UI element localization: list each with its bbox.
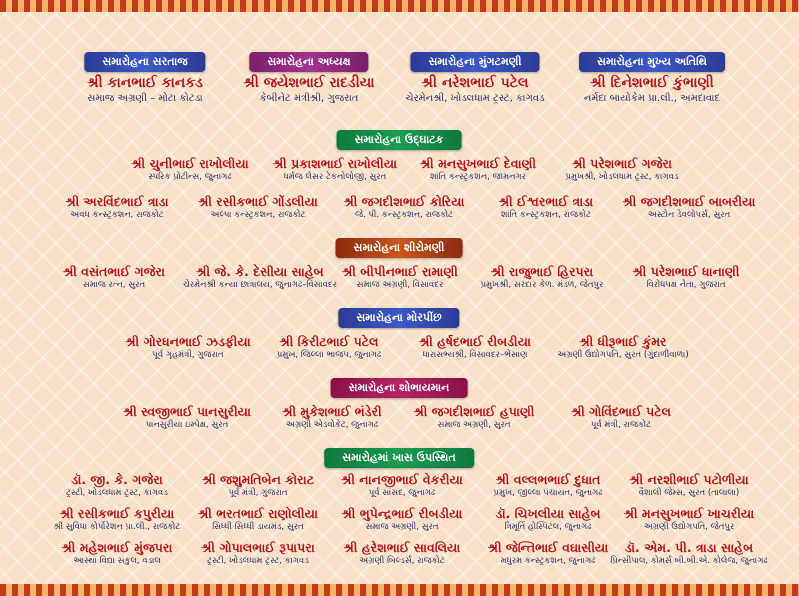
honoree-name: શ્રી રસીકભાઈ ગોંડલીયા xyxy=(198,194,318,209)
banner-khas-upasthit: સમારોહમાં ખાસ ઉપસ્થિત xyxy=(324,448,474,468)
honoree xyxy=(584,74,720,106)
honoree xyxy=(125,334,250,361)
honoree-name: શ્રી જગદીશભાઈ કોરિયા xyxy=(343,194,465,209)
honoree xyxy=(54,506,181,533)
honoree xyxy=(488,540,608,567)
honoree-name: શ્રી કિરીટભાઈ પટેલ xyxy=(279,334,379,349)
honoree xyxy=(495,506,600,533)
honoree-detail: પૂર્વ ગૃહમંત્રી, ગુજરાત xyxy=(152,350,224,360)
honoree xyxy=(202,472,314,499)
banner-mukhya-atithi: સમારોહના મુખ્ય અતિથિ xyxy=(579,52,725,72)
honoree-name: શ્રી ગોરધનભાઈ ઝડફીયા xyxy=(125,334,251,349)
honoree xyxy=(183,264,337,291)
top-decorative-border xyxy=(0,0,799,12)
honoree-detail: પ્રમુખશ્રી, સરદાર કેળ. મંડળ, જેતપુર xyxy=(480,280,604,290)
honoree-name: શ્રી હરેશભાઈ સાવલિયા xyxy=(343,540,461,555)
honoree xyxy=(406,74,545,106)
honoree-detail: શાંતિ કન્સ્ટ્રકશન, રાજકોટ xyxy=(500,210,592,220)
honoree xyxy=(66,472,168,499)
honoree-detail: અગ્રણી ઉદ્યોગપતિ, સુરત (ગુંદાળીવાળા) xyxy=(557,350,689,360)
honoree-detail: સમાજ અગ્રણી, સુરત xyxy=(437,420,511,430)
honoree xyxy=(198,194,318,221)
honoree-detail: મધુરમ કન્સ્ટ્રકશન, જુનાગઢ xyxy=(500,556,596,566)
banner-morpinchh: સમારોહના મોરપીંછ xyxy=(338,308,459,328)
honoree-detail: સમાજ અગ્રણી, વિસાવદર xyxy=(356,280,444,290)
honoree-detail: વૈશાલી જેમ્સ, સુરત (તાલાલા) xyxy=(638,488,740,498)
honoree-name: શ્રી પરેશભાઈ ધાનાણી xyxy=(632,264,740,279)
honoree-name: શ્રી ગોપાલભાઈ રૂપાપરા xyxy=(201,540,315,555)
honoree-detail: સમાજ અગ્રણી, સુરત xyxy=(365,522,439,532)
honoree-name: શ્રી જે. કે. દેસીયા સાહેબ xyxy=(196,264,324,279)
honoree-name: શ્રી ઈશ્વરભાઈ ત્રાડા xyxy=(498,194,594,209)
honoree-detail: અસ્ટોન ડેવલોપર્સ, સુરત xyxy=(647,210,731,220)
honoree-name: શ્રી મુકેશભાઈ ભંડેરી xyxy=(282,404,382,419)
honoree xyxy=(131,156,248,183)
honoree-detail: ચેરમેનશ્રી, ખોડલધામ ટ્રસ્ટ, કાગવડ xyxy=(405,93,545,104)
honoree xyxy=(571,404,671,431)
honoree-name: શ્રી જશુમતિબેન કોરાટ xyxy=(202,472,314,487)
honoree-name: શ્રી વસંતભાઈ ગજેરા xyxy=(63,264,165,279)
honoree xyxy=(494,472,603,499)
honoree xyxy=(342,264,458,291)
honoree-detail: ટ્રસ્ટી, ખોડલધામ ટ્રસ્ટ, કાગવડ xyxy=(207,556,309,566)
honoree-name: શ્રી જયેશભાઈ રાદડીયા xyxy=(243,75,375,91)
honoree-detail: ચેરમેનશ્રી કન્યા છાત્રાલય, જુનાગઢ–વિસાવદર xyxy=(182,280,338,290)
honoree xyxy=(341,472,463,499)
honoree-name: શ્રી હર્ષદભાઈ રીબડીયા xyxy=(419,334,531,349)
honoree xyxy=(629,472,748,499)
honoree-name: શ્રી નરશીભાઈ પટોળીયા xyxy=(629,472,749,487)
honoree-name: શ્રી ભુપેન્દ્રભાઈ રીબડીયા xyxy=(341,506,463,521)
honoree-name: શ્રી વલ્લભભાઈ દુધાત xyxy=(495,472,601,487)
honoree xyxy=(65,194,168,221)
honoree-name: શ્રી ભરતભાઈ રાણોલીયા xyxy=(198,506,318,521)
honoree xyxy=(414,404,535,431)
honoree-detail: અગ્રણી બિલ્ડર્સ, રાજકોટ xyxy=(359,556,445,566)
honoree-detail: કેબીનેટ મંત્રીશ્રી, ગુજરાત xyxy=(259,93,359,104)
banner-sartaj: સમારોહના સરતાજ xyxy=(84,52,205,72)
honoree xyxy=(481,264,604,291)
honoree-detail: સમાજ અગ્રણી – મોટા કોટડા xyxy=(87,93,203,104)
honoree xyxy=(282,404,381,431)
honoree-detail: શાંતિ કન્સ્ટ્રકશન, જામનગર xyxy=(429,172,527,182)
honoree xyxy=(565,156,678,183)
honoree-detail: ટ્રસ્ટી, ખોડલધામ ટ્રસ્ટ, કાગવડ xyxy=(66,488,168,498)
honoree xyxy=(557,334,688,361)
honoree-detail: પ્રમુખ, જીલ્લા પંચાયત, જુનાગઢ xyxy=(493,488,603,498)
honoree-name: શ્રી નરેશભાઈ પટેલ xyxy=(421,75,529,91)
honoree-name: શ્રી અરવિંદભાઈ ત્રાડા xyxy=(65,194,169,209)
honoree-name: શ્રી રાજુભાઈ હિરપરા xyxy=(490,264,594,279)
honoree xyxy=(419,334,531,361)
honoree-name: શ્રી કાનભાઈ કાનકડ xyxy=(87,75,203,91)
honoree-name: શ્રી મહેશભાઈ મુંજપરા xyxy=(61,540,173,555)
honoree-name: શ્રી ગોવિંદભાઈ પટેલ xyxy=(571,404,671,419)
honoree-detail: શ્રી સુવિધા કોર્પોરેશન પ્રા.લી., રાજકોટ xyxy=(53,522,181,532)
honoree-detail: આસ્થા વિદ્યા સંકુલ, વડાલ xyxy=(73,556,161,566)
honoree xyxy=(420,156,536,183)
honoree-detail: પ્રમુખશ્રી, ખોડલધામ ટ્રસ્ટ, કાગવડ xyxy=(565,172,679,182)
honoree-detail: પ્રમુખ, જિલ્લા ભાજપ, જુનાગઢ xyxy=(276,350,382,360)
honoree xyxy=(623,194,756,221)
honoree xyxy=(277,334,381,361)
honoree-detail: જે. પી. કન્સ્ટ્રકશન, રાજકોટ xyxy=(354,210,454,220)
honoree-detail: પૂર્વ મંત્રી, ગુજરાત xyxy=(228,488,288,498)
honoree-name: શ્રી પ્રકાશભાઈ રાખોલીયા xyxy=(272,156,398,171)
honoree-detail: સ્પરિક પ્રોટીન્સ, જુનાગઢ xyxy=(148,172,232,182)
honoree xyxy=(198,506,318,533)
honoree-detail: વિરોધપક્ષ નેતા, ગુજરાત xyxy=(646,280,726,290)
honoree-name: શ્રી બીપીનભાઈ રામાણી xyxy=(342,264,458,279)
bottom-decorative-border xyxy=(0,584,799,596)
honoree xyxy=(201,540,315,567)
honoree-detail: અલ્પા કન્સ્ટ્રકશન, રાજકોટ xyxy=(210,210,306,220)
honoree xyxy=(344,194,465,221)
honoree-detail: પૂર્વ મંત્રી, રાજકોટ xyxy=(590,420,652,430)
honoree-name: ડૉ. ચિખલીયા સાહેબ xyxy=(495,506,601,521)
honoree-detail: પ્રિન્સીપાલ, કોમર્સ બી.બી.એ. કોલેજ, જુનાગઢ xyxy=(610,556,768,566)
honoree-name: શ્રી દિનેશભાઈ કુંભાણી xyxy=(590,75,714,91)
honoree xyxy=(63,264,165,291)
honoree-detail: અગ્રણી એડવોકેટ, જુનાગઢ xyxy=(285,420,378,430)
honoree-name: શ્રી જગદીશભાઈ હપાણી xyxy=(413,404,535,419)
honoree xyxy=(243,74,374,106)
honoree-detail: પાનસુરીયા ઇમ્પેક્ષ, સુરત xyxy=(145,420,229,430)
honoree xyxy=(342,506,463,533)
honoree-detail: સમાજ રત્ન, સુરત xyxy=(82,280,146,290)
honoree xyxy=(273,156,397,183)
banner-udghatak: સમારોહના ઉદ્ઘાટક xyxy=(337,130,462,150)
honoree xyxy=(624,506,754,533)
honoree xyxy=(344,540,461,567)
honoree xyxy=(87,74,203,106)
honoree-name: શ્રી મનસુખભાઈ ખાચરીયા xyxy=(623,506,755,521)
honoree-detail: ધર્મજ લેસર ટેકનોલોજી, સુરત xyxy=(283,172,387,182)
honoree-name: શ્રી સ્વજીભાઈ પાનસુરીયા xyxy=(123,404,251,419)
honoree xyxy=(633,264,740,291)
honoree xyxy=(62,540,173,567)
honoree-detail: અવધ કન્સ્ટ્રકશન, રાજકોટ xyxy=(70,210,164,220)
honoree-detail: ધારાસભ્યશ્રી, વિસાવદર–ભેંસાણ xyxy=(422,350,528,360)
honoree-name: ડૉ. જી. કે. ગજેરા xyxy=(71,472,163,487)
banner-adhyaksh: સમારોહના અધ્યક્ષ xyxy=(249,52,368,72)
honoree-name: શ્રી જગદીશભાઈ બાબરીયા xyxy=(622,194,756,209)
honoree xyxy=(499,194,593,221)
honoree-name: શ્રી મનસુખભાઈ દેવાણી xyxy=(419,156,537,171)
banner-shiromani: સમારોહના શીરોમણી xyxy=(336,238,463,258)
honoree-detail: નર્મદા બાયોકેમ પ્રા.લી., અમદાવાદ xyxy=(583,93,721,104)
honoree xyxy=(123,404,251,431)
honoree-name: શ્રી રસીકભાઈ કપુરીયા xyxy=(59,506,175,521)
honoree-name: શ્રી ધીરૂભાઈ કુંમર xyxy=(579,334,667,349)
honoree-detail: અગ્રણી ઉદ્યોગપતિ, જેતપુર xyxy=(643,522,735,532)
honoree-name: શ્રી ચુનીભાઈ રાખોલીયા xyxy=(131,156,249,171)
banner-mugatmani: સમારોહના મુંગટમણી xyxy=(410,52,539,72)
banner-shobhayman: સમારોહના શોભાયમાન xyxy=(331,378,468,398)
honoree-detail: પૂર્વ સાંસદ, જુનાગઢ xyxy=(368,488,436,498)
honoree-name: શ્રી પરેશભાઈ ગજેરા xyxy=(572,156,672,171)
honoree-name: શ્રી નાનજીભાઈ વેકરીયા xyxy=(341,472,463,487)
honoree-detail: ત્રિમૂર્તિ હોસ્પિટલ, જુનાગઢ xyxy=(504,522,592,532)
honoree-name: શ્રી જેન્તિભાઈ વઘાસીયા xyxy=(487,540,609,555)
honoree xyxy=(610,540,767,567)
honoree-detail: સિધ્ધી સિધ્ધી ડાયમંડ, સુરત xyxy=(212,522,304,532)
honoree-name: ડૉ. એમ. પી. ત્રાડા સાહેબ xyxy=(624,540,754,555)
